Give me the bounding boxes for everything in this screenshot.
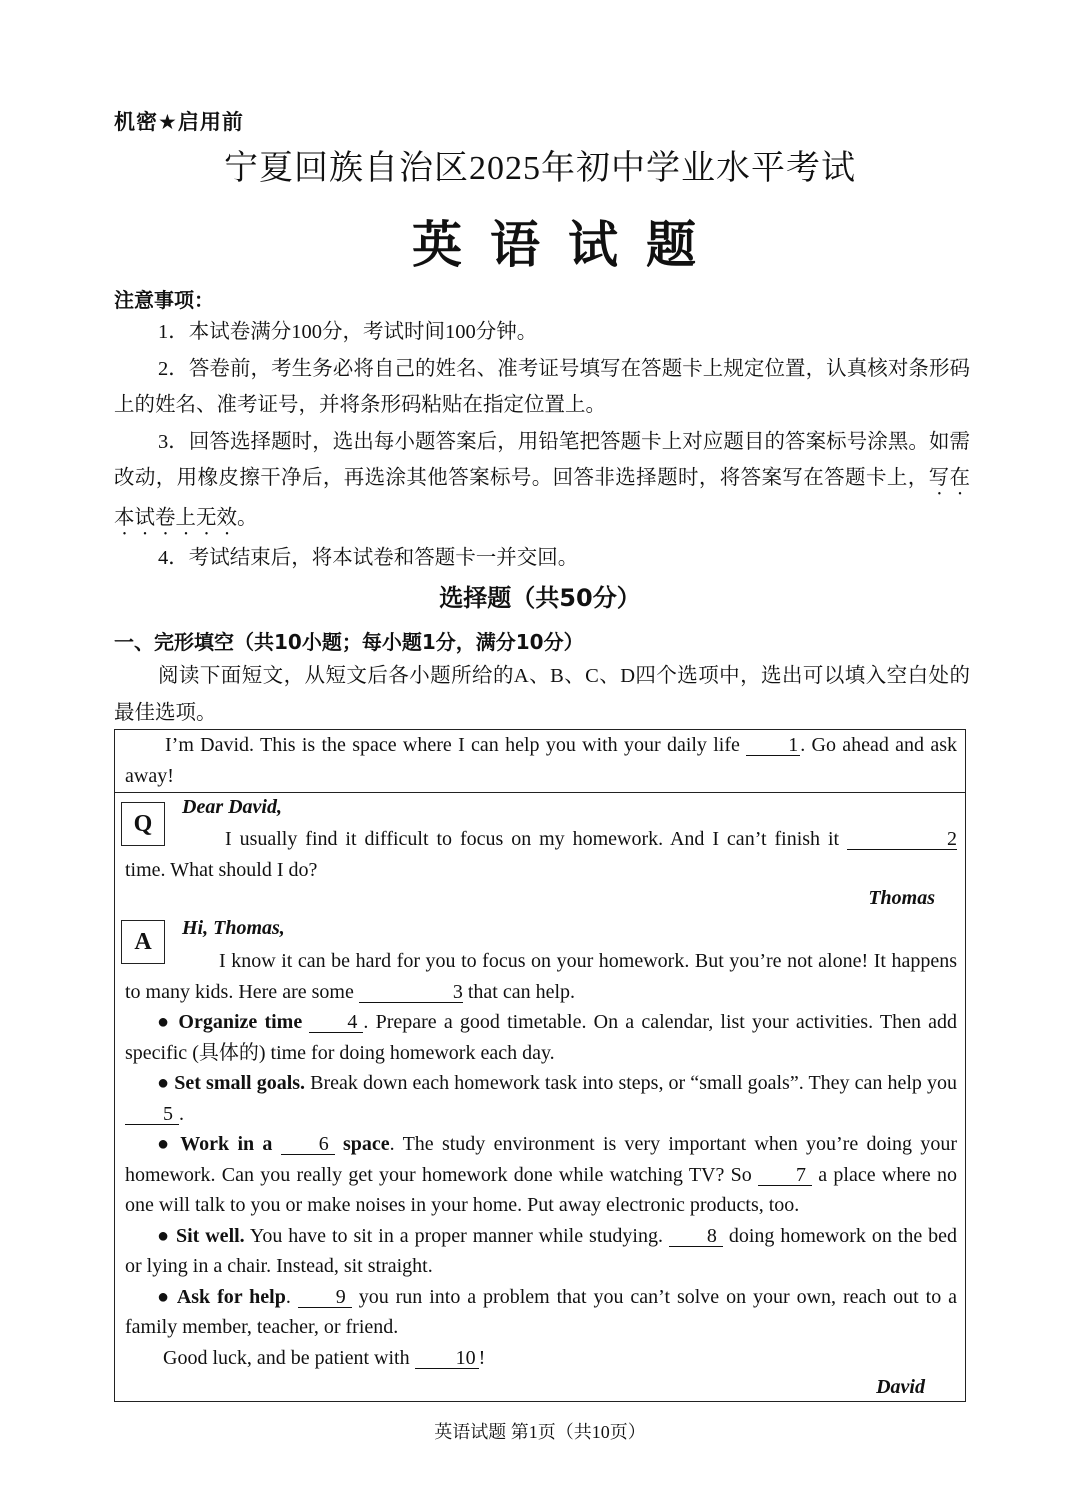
closing-end: ! (478, 1346, 486, 1369)
blank-9: 9 (298, 1287, 352, 1308)
question-paragraph (125, 824, 957, 885)
tip-5-text: you run into a problem that you can’t solve on your own, reach out to a family member, teacher, or friend. (125, 1285, 957, 1338)
answer-mark-box: A (121, 920, 165, 964)
note-3-emphasis: 写在本试卷上无效 (114, 467, 971, 529)
intro-paragraph (125, 730, 957, 791)
tip-3-text: . The study environment is very important when you’re doing your homework. Can you really get your homework done while watching TV? So (125, 1133, 957, 1186)
blank-8: 8 (669, 1226, 723, 1247)
box-divider (115, 792, 965, 793)
answer-signature: David (876, 1376, 925, 1398)
note-2: 2．答卷前，考生务必将自己的姓名、准考证号填写在答题卡上规定位置，认真核对条形码上的姓名、准考证号，并将条形码粘贴在指定位置上。 (114, 357, 970, 416)
answer-text: I know it can be hard for you to focus on your homework. But you’re not alone! It happens to many kids. Here are some (125, 950, 957, 1003)
tip-1-title: ● Organize time (157, 1011, 303, 1033)
blank-3: 3 (359, 982, 463, 1003)
closing-text: Good luck, and be patient with (163, 1346, 410, 1369)
subject-title: 英语试题 (412, 216, 724, 274)
tip-4-title: ● Sit well. (157, 1224, 245, 1247)
blank-10: 10 (415, 1348, 479, 1369)
tip-3 (125, 1129, 957, 1221)
question-salutation: Dear David, (182, 796, 282, 818)
note-3 (114, 424, 970, 541)
question-text: I usually find it difficult to focus on my homework. And I can’t finish it (225, 828, 840, 850)
part-heading: 一、完形填空（共10小题；每小题1分，满分10分） (114, 630, 584, 654)
tip-2-text: Break down each homework task into steps, or “small goals”. They can help you (310, 1072, 958, 1094)
tip-1-text: . Prepare a good timetable. On a calendar, list your activities. Then add specific (具体的) time for doing homework each day. (125, 1011, 958, 1064)
page-footer: 英语试题 第1页（共10页） (434, 1422, 646, 1442)
tip-2-title: ● Set small goals. (157, 1072, 306, 1094)
tip-4-end: doing homework on the bed or lying in a chair. Instead, sit straight. (125, 1224, 958, 1277)
exam-title: 宁夏回族自治区2025年初中学业水平考试 (224, 150, 856, 187)
answer-text-end: that can help. (467, 980, 576, 1003)
blank-5: 5 (125, 1104, 179, 1125)
notes-heading: 注意事项： (114, 288, 214, 312)
blank-1: 1 (746, 735, 800, 756)
intro-text: I’m David. This is the space where I can help you with your daily life (165, 734, 740, 756)
note-3-end: 。 (237, 507, 258, 529)
answer-body (125, 946, 957, 1373)
instruction-text: 阅读下面短文，从短文后各小题所给的A、B、C、D四个选项中，选出可以填入空白处的最佳选项。 (114, 665, 970, 724)
closing-line (125, 1343, 957, 1374)
tip-1 (125, 1007, 957, 1068)
section-title: 选择题（共50分） (439, 584, 641, 612)
instruction (114, 658, 970, 731)
blank-2: 2 (847, 829, 957, 850)
question-text-end: time. What should I do? (125, 858, 318, 881)
cloze-passage-box (114, 729, 966, 1402)
blank-4: 4 (309, 1012, 363, 1033)
tip-4-text: You have to sit in a proper manner while studying. (249, 1224, 663, 1247)
tip-3-title: ● Work in a (157, 1133, 273, 1155)
question-mark-box: Q (121, 802, 165, 846)
tip-3-end: a place where no one will talk to you or make noises in your home. Put away electronic products, too. (125, 1163, 957, 1216)
tip-2-end: . (179, 1102, 184, 1125)
tip-5-title: ● Ask for help (157, 1285, 286, 1308)
blank-7: 7 (758, 1165, 812, 1186)
note-1: 1．本试卷满分100分，考试时间100分钟。 (158, 321, 538, 343)
tip-5-dot: . (285, 1285, 291, 1308)
tip-5 (125, 1282, 957, 1343)
question-signature: Thomas (868, 887, 935, 909)
tip-4 (125, 1221, 957, 1282)
tip-3-title-end: space (342, 1133, 390, 1155)
confidential-label: 机密★启用前 (114, 110, 244, 134)
answer-salutation: Hi, Thomas, (182, 917, 285, 939)
notes-list (114, 314, 970, 577)
tip-2 (125, 1068, 957, 1129)
note-3-text: 3．回答选择题时，选出每小题答案后，用铅笔把答题卡上对应题目的答案标号涂黑。如需改动，用橡皮擦干净后，再选涂其他答案标号。回答非选择题时，将答案写在答题卡上， (114, 430, 970, 489)
note-4: 4．考试结束后，将本试卷和答题卡一并交回。 (158, 547, 579, 569)
intro-text-end: . Go ahead and ask away! (125, 734, 958, 787)
blank-6: 6 (281, 1134, 335, 1155)
